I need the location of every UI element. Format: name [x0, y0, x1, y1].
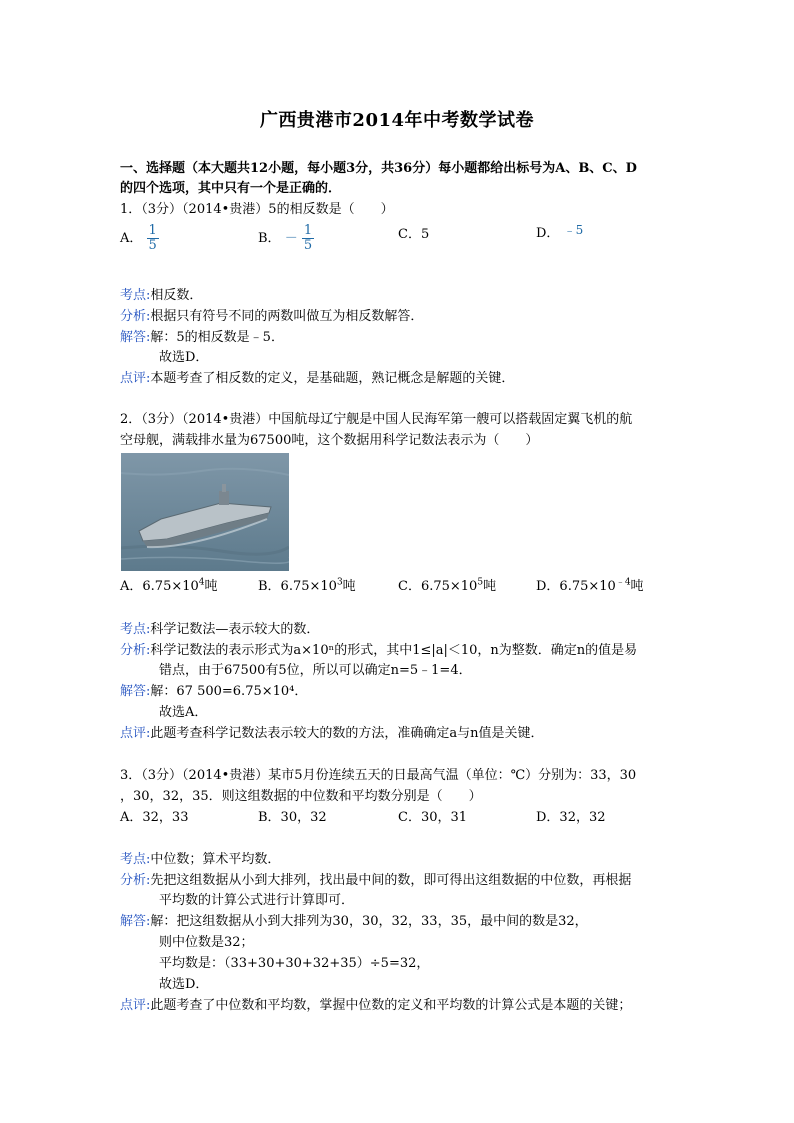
q3-dianping-text: 此题考查了中位数和平均数，掌握中位数的定义和平均数的计算公式是本题的关键；	[150, 998, 632, 1013]
q2-jieda-text1: 解：67 500=6.75×10⁴．	[150, 684, 308, 699]
q2-option-d-base: D．6.75×10	[536, 579, 616, 594]
label-colon: :	[146, 852, 151, 867]
label-jieda: 解答	[120, 914, 147, 929]
q1-option-d-label: D．	[536, 226, 560, 241]
label-colon: :	[146, 873, 151, 888]
q2-option-c-base: C．6.75×10	[398, 579, 478, 594]
q3-jieda-line4: 故选D．	[159, 977, 209, 992]
q1-kaodian-text: 相反数．	[150, 288, 203, 303]
q1-dianping-text: 本题考查了相反数的定义，是基础题，熟记概念是解题的关键．	[150, 371, 515, 386]
q2-dianping	[120, 725, 544, 743]
q2-stem-line2: 空母舰，满载排水量为67500吨，这个数据用科学记数法表示为（ ）	[120, 433, 539, 448]
q2-option-b-unit: 吨	[342, 579, 356, 594]
q3-kaodian	[120, 851, 280, 869]
q3-dianping	[120, 997, 631, 1015]
label-colon: :	[146, 622, 151, 637]
q2-option-d-unit: 吨	[630, 579, 644, 594]
fraction-numerator: 1	[303, 223, 313, 238]
q2-option-b-base: B．6.75×10	[258, 579, 337, 594]
q1-option-a	[120, 224, 159, 253]
q3-kaodian-text: 中位数；算术平均数．	[150, 852, 281, 867]
q2-option-a-exponent: 4	[198, 577, 205, 588]
q1-stem: 1．（3分）（2014•贵港）5的相反数是（ ）	[120, 202, 394, 217]
q3-fenxi-text1: 先把这组数据从小到大排列，找出最中间的数，即可得出这组数据的中位数，再根据	[150, 873, 632, 888]
aircraft-carrier-photo	[121, 453, 289, 571]
q1-option-a-fraction	[147, 224, 159, 253]
section-heading-line1: 一、选择题（本大题共12小题，每小题3分，共36分）每小题都给出标号为A、B、C、D	[120, 161, 637, 176]
q1-option-d	[536, 224, 583, 243]
q1-jieda-text1: 解：5的相反数是﹣5．	[150, 330, 284, 345]
q2-option-d-exponent: ﹣4	[615, 577, 631, 588]
carrier-image	[121, 453, 289, 571]
label-jieda: 解答	[120, 684, 147, 699]
label-fenxi: 分析	[120, 643, 147, 658]
label-dianping: 点评	[120, 726, 147, 741]
q1-dianping	[120, 370, 514, 388]
q2-option-a-base: A．6.75×10	[120, 579, 199, 594]
q1-option-b	[258, 224, 314, 253]
q2-option-a	[120, 578, 218, 596]
label-kaodian: 考点	[120, 622, 147, 637]
q2-option-d	[536, 578, 644, 596]
q2-option-b-exponent: 3	[336, 577, 343, 588]
q2-kaodian-text: 科学记数法—表示较大的数．	[150, 622, 320, 637]
label-kaodian: 考点	[120, 852, 147, 867]
fraction-denominator: 5	[303, 238, 313, 253]
label-dianping: 点评	[120, 998, 147, 1013]
q2-jieda	[120, 683, 307, 701]
q1-fenxi-text: 根据只有符号不同的两数叫做互为相反数解答．	[150, 309, 424, 324]
label-colon: :	[146, 288, 151, 303]
q1-jieda	[120, 329, 284, 347]
q2-option-c	[398, 578, 496, 596]
q2-option-b	[258, 578, 356, 596]
q1-option-b-fraction	[302, 224, 314, 253]
label-colon: :	[146, 643, 151, 658]
q3-stem-line2: ，30，32，35．则这组数据的中位数和平均数分别是（ ）	[120, 789, 482, 804]
q2-stem-line1: 2．（3分）（2014•贵港）中国航母辽宁舰是中国人民海军第一艘可以搭载固定翼飞机的航	[120, 412, 633, 427]
label-colon: :	[146, 914, 151, 929]
q2-kaodian	[120, 621, 319, 639]
q3-jieda	[120, 913, 588, 931]
q1-jieda-line2: 故选D．	[159, 350, 209, 365]
label-fenxi: 分析	[120, 309, 147, 324]
label-colon: :	[146, 998, 151, 1013]
q3-jieda-line2: 则中位数是32；	[159, 935, 254, 950]
section-heading-line2: 的四个选项，其中只有一个是正确的．	[120, 181, 342, 196]
label-kaodian: 考点	[120, 288, 147, 303]
q1-option-b-sign: －	[284, 231, 298, 246]
q1-kaodian	[120, 287, 202, 305]
fraction-numerator: 1	[148, 223, 157, 238]
q3-option-d: D．32，32	[536, 810, 606, 825]
q1-option-d-value: ﹣5	[563, 223, 584, 237]
label-dianping: 点评	[120, 371, 147, 386]
q3-jieda-line3: 平均数是：（33+30+30+32+35）÷5=32，	[159, 956, 430, 971]
label-fenxi: 分析	[120, 873, 147, 888]
label-colon: :	[146, 371, 151, 386]
q3-option-c: C．30，31	[398, 810, 468, 825]
q2-fenxi-text1: 科学记数法的表示形式为a×10ⁿ的形式，其中1≤|a|＜10，n为整数．确定n的值是易	[150, 643, 638, 658]
q1-option-b-label: B．	[258, 231, 281, 246]
q1-option-c: C．5	[398, 227, 430, 242]
q3-fenxi-line2: 平均数的计算公式进行计算即可．	[159, 893, 355, 908]
q2-option-c-exponent: 5	[477, 577, 484, 588]
q2-dianping-text: 此题考查科学记数法表示较大的数的方法，准确确定a与n值是关键．	[150, 726, 544, 741]
q2-jieda-line2: 故选A．	[159, 705, 208, 720]
q3-jieda-text1: 解：把这组数据从小到大排列为30，30，32，33，35，最中间的数是32，	[150, 914, 588, 929]
label-colon: :	[146, 684, 151, 699]
q3-option-a: A．32，33	[120, 810, 189, 825]
q1-fenxi	[120, 308, 423, 326]
q3-fenxi	[120, 872, 631, 890]
label-colon: :	[146, 309, 151, 324]
q2-fenxi-line2: 错点，由于67500有5位，所以可以确定n=5﹣1=4．	[159, 663, 472, 678]
q2-fenxi	[120, 642, 637, 660]
q2-option-c-unit: 吨	[483, 579, 497, 594]
q1-option-a-label: A．	[120, 231, 143, 246]
q3-option-b: B．30，32	[258, 810, 327, 825]
label-colon: :	[146, 726, 151, 741]
label-colon: :	[146, 330, 151, 345]
q2-option-a-unit: 吨	[204, 579, 218, 594]
page-title: 广西贵港市2014年中考数学试卷	[259, 110, 535, 131]
q3-stem-line1: 3．（3分）（2014•贵港）某市5月份连续五天的日最高气温（单位：℃）分别为：33，30	[120, 768, 637, 783]
label-jieda: 解答	[120, 330, 147, 345]
fraction-denominator: 5	[148, 238, 157, 253]
